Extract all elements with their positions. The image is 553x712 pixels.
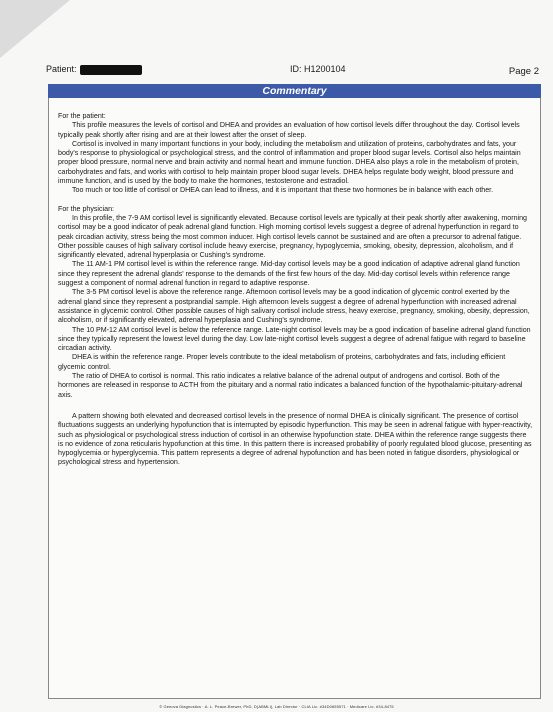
page-corner-fold [0,0,70,58]
patient-id: ID: H1200104 [290,64,346,74]
pattern-paragraph: A pattern showing both elevated and decreased cortisol levels in the presence of normal DHEA is clinically significant. The presence of cortisol fluctuations suggests an underlying hypofunction that is interrupted by episodic hyperfunction. This may be seen in adrenal fatigue with hyper-reactivity, such as physiological or psychological stress induction of cortisol in an otherwise hypofunction state. DHEA within the reference range suggests there is no evidence of zona reticularis hypofunction at this time. In this pattern there is increased probability of poorly regulated blood glucose, presenting as hypoglycemia or hyperglycemia. This pattern represents a degree of adrenal hypofunction and has been noted in fatigue disorders, physiological or psychological stress and hypertension. [58,411,533,467]
patient-name-redaction [80,65,142,75]
physician-paragraph: In this profile, the 7-9 AM cortisol level is significantly elevated. Because cortisol levels are typically at their peak shortly after awakening, morning cortisol may be a good indicator of peak adrenal gland function. High morning cortisol levels suggest a degree of adrenal hyperfunction in regard to peak circadian activity, stress being the most common inducer. High cortisol levels cannot be sustained and are often a precursor to adrenal fatigue. Other possible causes of high salivary cortisol include heavy exercise, pregnancy, hypoglycemia, smoking, obesity, depression, alcoholism, and if significantly elevated, adrenal hyperplasia or Cushing's syndrome. [58,213,528,260]
lab-footer: © Genova Diagnostics · A. L. Peace-Brewer, PhD, D(ABMLI), Lab Director · CLIA Lic. #34D0655571 · Medicare Lic. #34-8475 [159,704,394,709]
patient-paragraph: Cortisol is involved in many important functions in your body, including the metabolism and utilization of proteins, carbohydrates and fats, your body's response to physiological or psychological stress, and the control of inflammation and proper blood sugar levels. Cortisol also helps maintain proper blood pressure, normal nerve and brain activity and normal heart and immune function. DHEA also plays a role in the metabolism of protein, carbohydrates and fats, and works with cortisol to help maintain proper blood sugar levels. DHEA helps regulate body weight, blood pressure and immune function, and is used by the body to make the hormones, testosterone and estradiol. [58,139,521,186]
patient-section-heading: For the patient: [58,112,106,120]
physician-paragraph: The 10 PM-12 AM cortisol level is below the reference range. Late-night cortisol levels may be a good indication of baseline adrenal gland function since they typically represent the lowest level during the day. Low late-night cortisol levels suggest a degree of adrenal fatigue with regard to baseline circadian activity. [58,325,531,353]
patient-label: Patient: [46,64,77,74]
physician-paragraph: DHEA is within the reference range. Proper levels contribute to the ideal metabolism of proteins, carbohydrates and fats, including efficient glycemic control. [58,353,506,371]
patient-field [46,64,142,75]
commentary-banner: Commentary [48,84,541,98]
physician-paragraph: The ratio of DHEA to cortisol is normal. This ratio indicates a relative balance of the adrenal output of androgens and cortisol. Both of the hormones are released in response to ACTH from the pituitary and a normal ratio indicates a balanced function of the hypothalamic-pituitary-adrenal axis. [58,372,523,399]
page-number: Page 2 [508,66,539,77]
patient-paragraph: This profile measures the levels of cortisol and DHEA and provides an evaluation of how cortisol levels differ throughout the day. Cortisol levels typically peak shortly after rising and are at their lowest after the onset of sleep. [58,121,520,139]
patient-paragraph: Too much or too little of cortisol or DHEA can lead to illness, and it is important that these two hormones be in balance with each other. [72,186,494,195]
report-header [46,64,539,78]
commentary-content [58,112,533,468]
physician-paragraph: The 11 AM-1 PM cortisol level is within the reference range. Mid-day cortisol levels may be a good indication of adaptive adrenal gland function since they represent the adrenal glands' response to the demands of the first few hours of the day. Mid-day cortisol levels within reference range suggest a component of normal adrenal function in regard to adaptive response. [58,260,520,288]
physician-section-heading: For the physician: [58,204,114,213]
physician-paragraph: The 3-5 PM cortisol level is above the reference range. Afternoon cortisol levels may be a good indication of glycemic control exerted by the adrenal gland since they represent a postprandial sample. High afternoon levels suggest a degree of adrenal hyperfunction with increased adrenal assistance in glycemic control. Other possible causes of high salivary cortisol include stress, heavy exercise, pregnancy, smoking, obesity, depression, alcoholism, or if significantly elevated, adrenal hyperplasia and Cushing's syndrome. [58,288,530,325]
